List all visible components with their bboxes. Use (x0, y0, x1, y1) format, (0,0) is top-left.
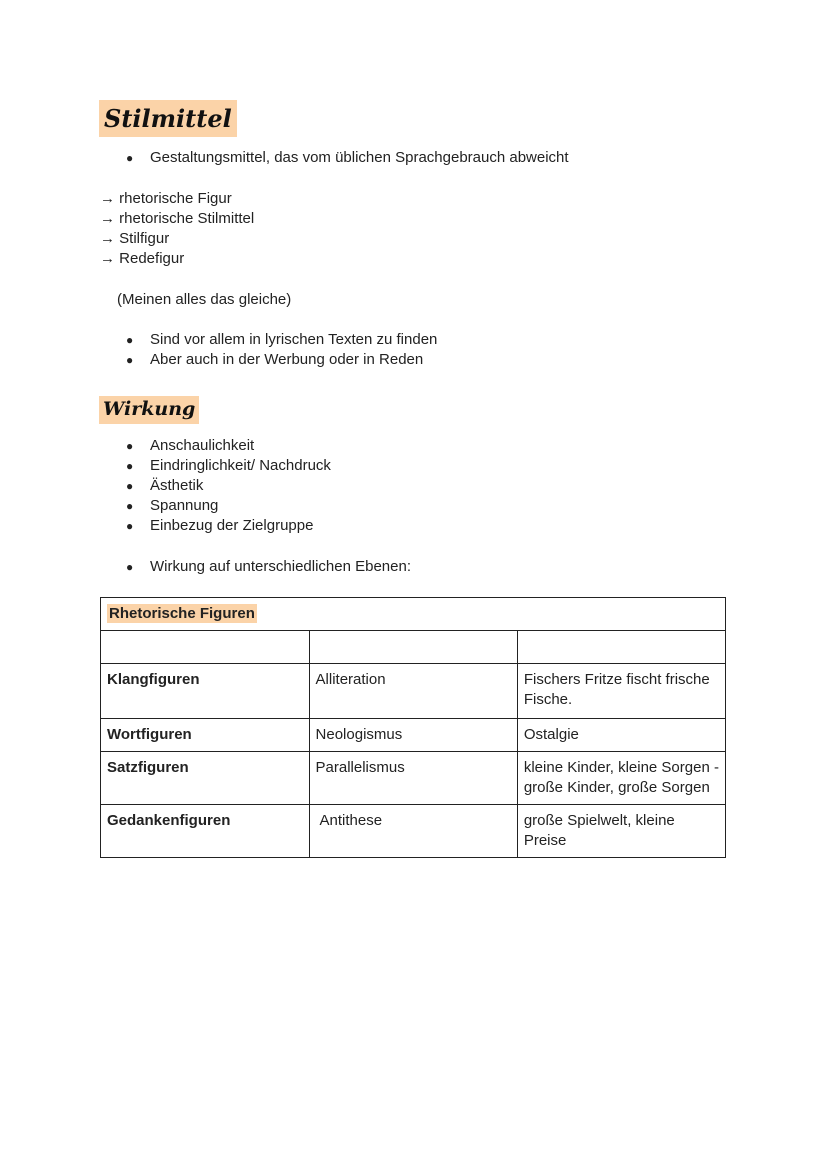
table-cell-example: Ostalgie (517, 719, 725, 752)
arrow-line: → Redefigur (100, 250, 185, 267)
section-title-wirkung: Wirkung (99, 396, 199, 424)
bullet-dot-icon: ● (126, 499, 134, 513)
table-cell-figure: Parallelismus (309, 752, 517, 805)
bullet-dot-icon: ● (126, 333, 134, 347)
bullet-text: Anschaulichkeit (150, 437, 255, 454)
bullet-text: Eindringlichkeit/ Nachdruck (150, 457, 331, 474)
table-cell-example: kleine Kinder, kleine Sorgen - große Kinder, große Sorgen (517, 752, 725, 805)
bullet-item (126, 330, 437, 350)
bullet-item (126, 436, 254, 456)
note-text: (Meinen alles das gleiche) (117, 291, 292, 308)
bullet-dot-icon: ● (126, 479, 134, 493)
bullet-item (126, 516, 313, 536)
arrow-line: → rhetorische Figur (100, 190, 232, 207)
table-cell-category: Wortfiguren (101, 719, 310, 752)
table-cell-category: Gedankenfiguren (101, 805, 310, 858)
bullet-dot-icon: ● (126, 353, 134, 367)
bullet-dot-icon: ● (126, 439, 134, 453)
table-cell-example: große Spielwelt, kleine Preise (517, 805, 725, 858)
bullet-text: Gestaltungsmittel, das vom üblichen Sprachgebrauch abweicht (150, 149, 569, 166)
table-cell-category: Satzfiguren (101, 752, 310, 805)
arrow-line: → Stilfigur (100, 230, 170, 247)
bullet-text: Spannung (150, 497, 219, 514)
table-cell-empty (309, 631, 517, 664)
table-row (101, 805, 726, 858)
table-cell-figure: Alliteration (309, 664, 517, 719)
arrow-line: → rhetorische Stilmittel (100, 210, 255, 227)
table-header-title: Rhetorische Figuren (109, 605, 255, 622)
bullet-dot-icon: ● (126, 459, 134, 473)
bullet-dot-icon: ● (126, 519, 134, 533)
bullet-item (126, 476, 203, 496)
bullet-text: Einbezug der Zielgruppe (150, 517, 314, 534)
bullet-item (126, 350, 423, 370)
table-row (101, 664, 726, 719)
bullet-dot-icon: ● (126, 560, 134, 574)
table-header-cell (101, 598, 726, 631)
bullet-dot-icon: ● (126, 151, 134, 165)
section-title-stilmittel: Stilmittel (99, 100, 237, 137)
table-cell-figure: Neologismus (309, 719, 517, 752)
table-cell-figure: Antithese (309, 805, 517, 858)
table-cell-example: Fischers Fritze fischt frische Fische. (517, 664, 725, 719)
bullet-item (126, 456, 331, 476)
table-row-empty (101, 631, 726, 664)
table-cell-empty (101, 631, 310, 664)
bullet-text: Ästhetik (150, 477, 204, 494)
bullet-item (126, 496, 218, 516)
bullet-text: Wirkung auf unterschiedlichen Ebenen: (150, 558, 411, 575)
table-cell-category: Klangfiguren (101, 664, 310, 719)
bullet-text: Aber auch in der Werbung oder in Reden (150, 351, 424, 368)
table-row (101, 719, 726, 752)
bullet-text: Sind vor allem in lyrischen Texten zu finden (150, 331, 438, 348)
bullet-item (126, 148, 569, 168)
rhetoric-figures-table (100, 597, 726, 858)
table-cell-empty (517, 631, 725, 664)
table-row (101, 752, 726, 805)
table-header-row (101, 598, 726, 631)
bullet-item (126, 557, 411, 577)
